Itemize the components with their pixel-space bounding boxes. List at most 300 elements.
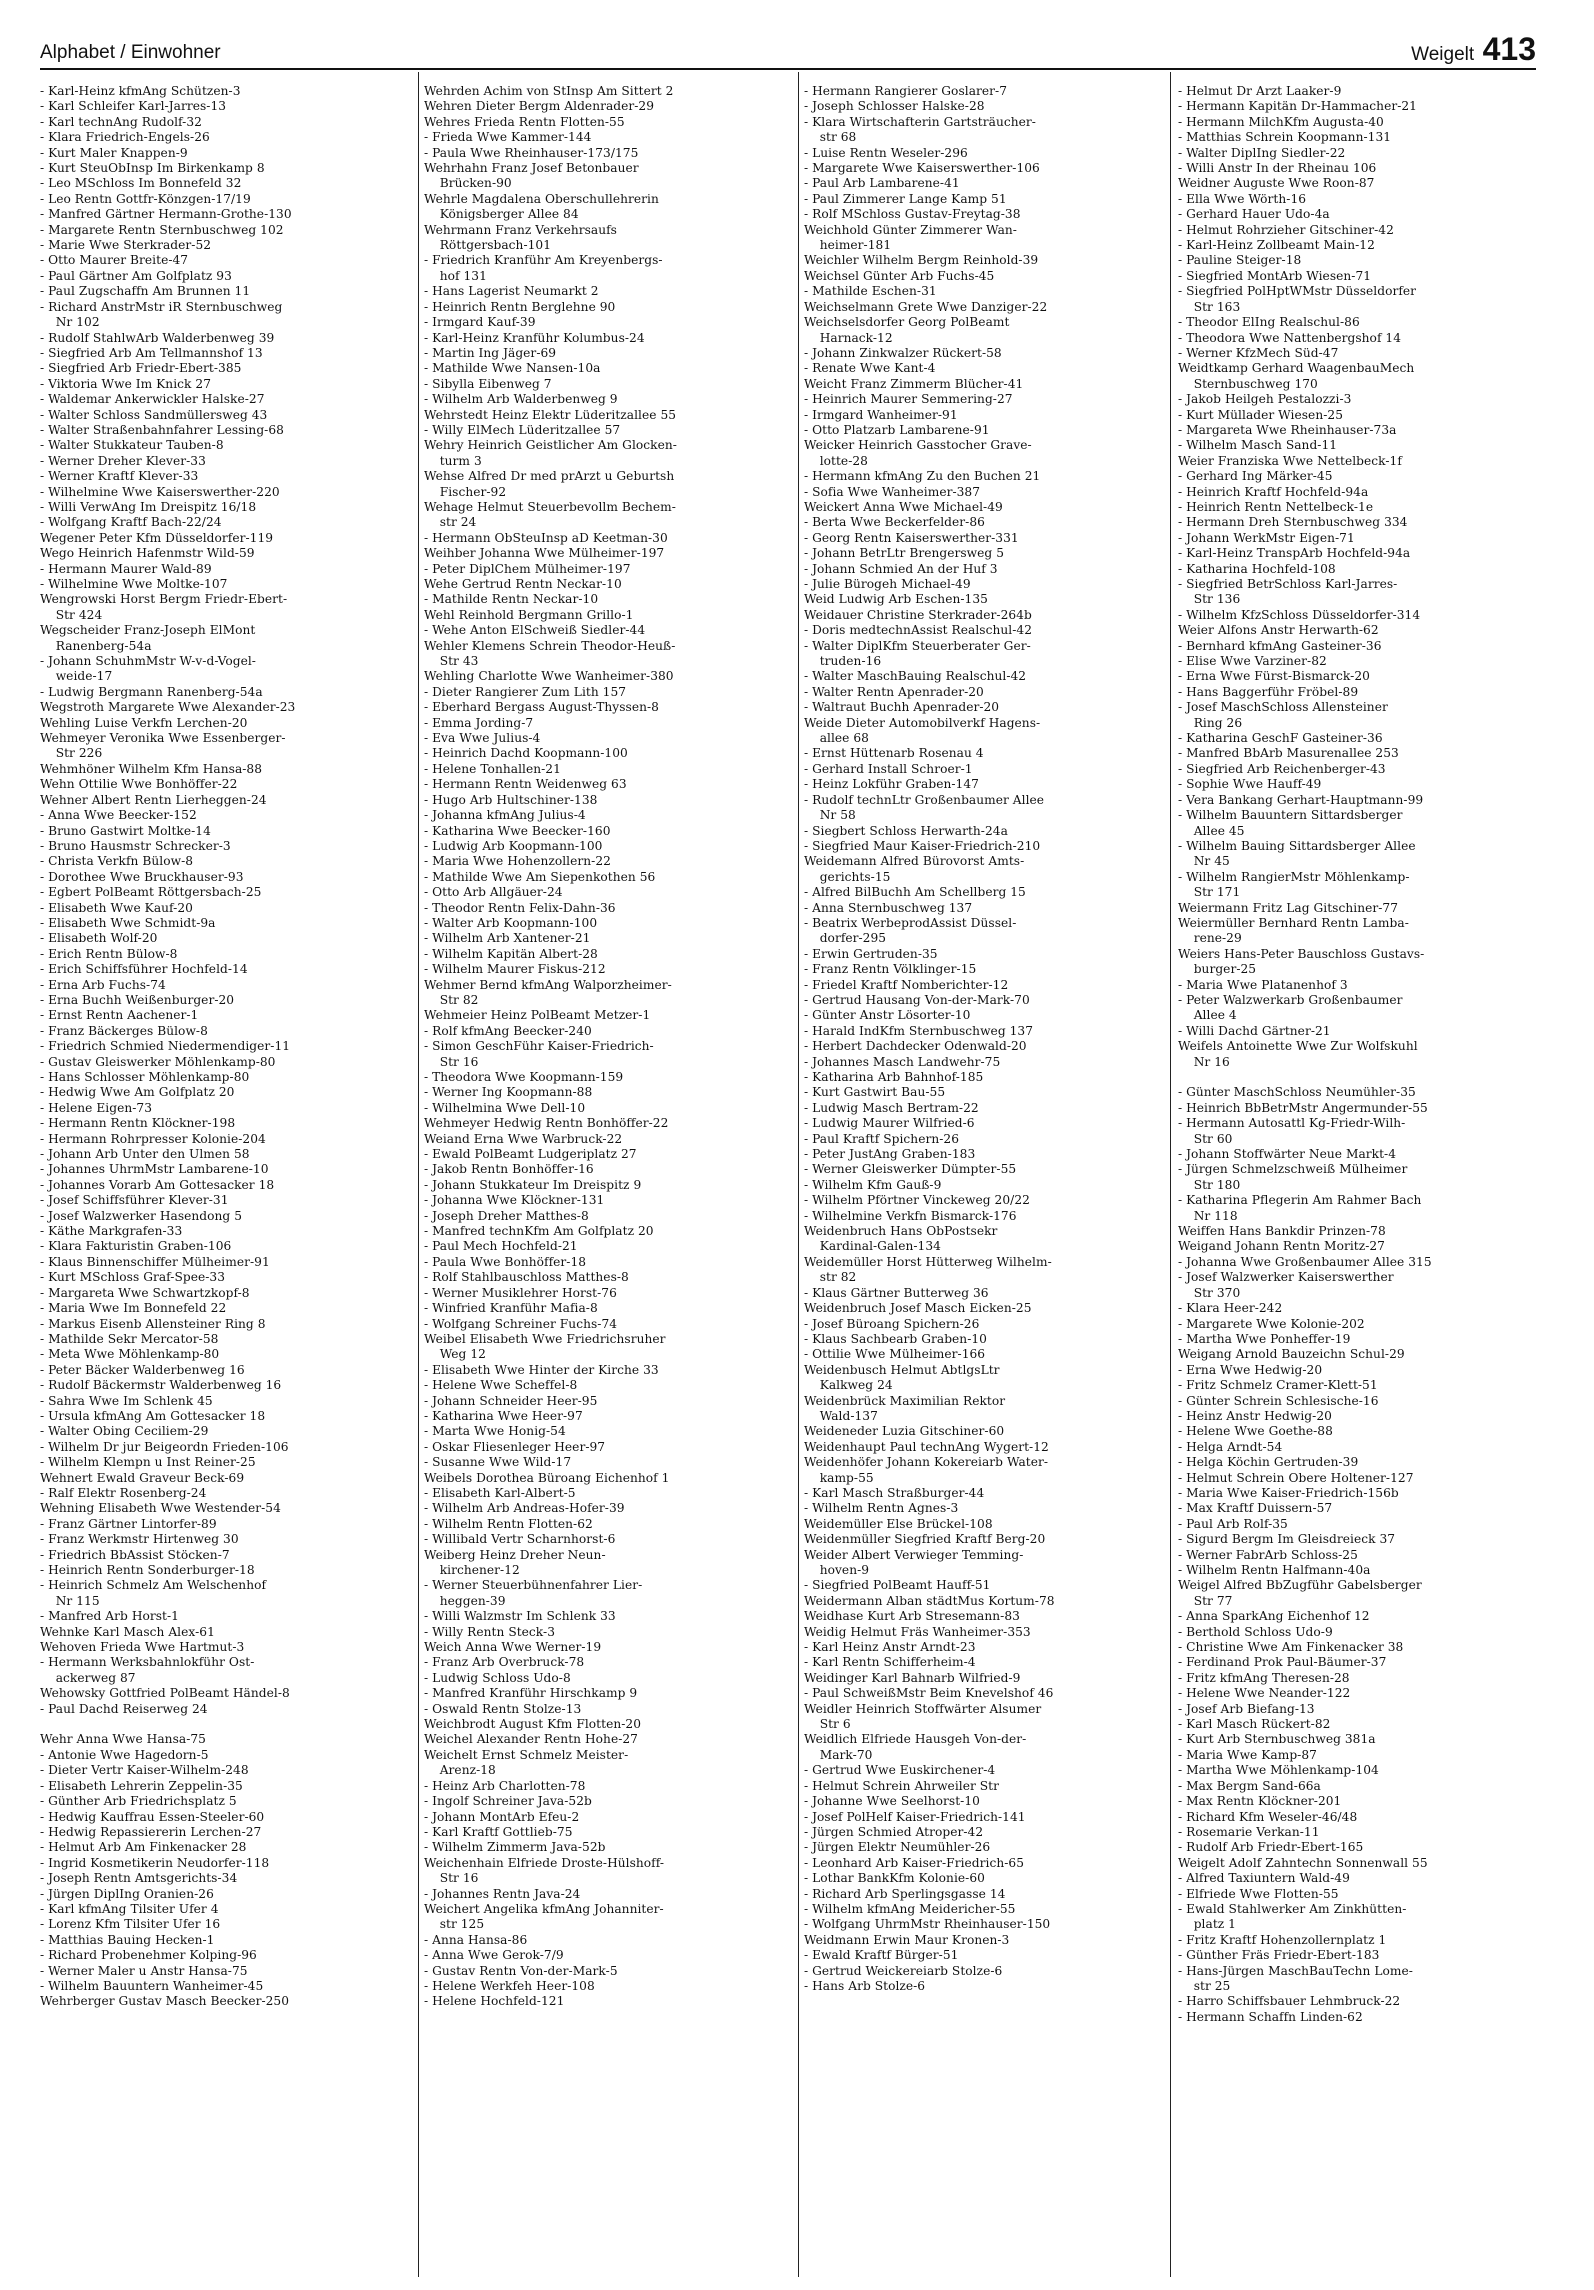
directory-entry: - Margareta Wwe Rheinhauser-73a (1178, 422, 1397, 437)
directory-entry: - Theodor Rentn Felix-Dahn-36 (424, 900, 616, 915)
directory-entry: - Wilhelm Rentn Flotten-62 (424, 1516, 593, 1531)
directory-entry: - Josef PolHelf Kaiser-Friedrich-141 (804, 1809, 1026, 1824)
directory-entry: Wehmeyer Hedwig Rentn Bonhöffer-22 (424, 1116, 669, 1131)
directory-entry: Weichselsdorfer Georg PolBeamt Harnack-12 (804, 315, 1010, 345)
directory-entry: - Sophie Wwe Hauff-49 (1178, 777, 1322, 792)
directory-entry: - Johanna Wwe Großenbaumer Allee 315 (1178, 1254, 1432, 1269)
directory-entry: - Wilhelm Arb Andreas-Hofer-39 (424, 1501, 625, 1516)
directory-entry: - Elfriede Wwe Flotten-55 (1178, 1886, 1339, 1901)
directory-entry: - Eva Wwe Julius-4 (424, 731, 541, 746)
directory-entry: - Wilhelmina Wwe Dell-10 (424, 1100, 586, 1115)
directory-entry: Wehling Charlotte Wwe Wanheimer-380 (424, 669, 674, 684)
directory-entry: - Wilhelm Kapitän Albert-28 (424, 946, 598, 961)
directory-entry (40, 1717, 412, 1732)
directory-entry: - Wilhelm Dr jur Beigeordn Frieden-106 (40, 1439, 289, 1454)
directory-entry: - Hans-Jürgen MaschBauTechn Lome- str 25 (1178, 1963, 1413, 1993)
directory-entry: Wehning Elisabeth Wwe Westender-54 (40, 1501, 281, 1516)
directory-entry: - Mathilde Rentn Neckar-10 (424, 592, 599, 607)
directory-entry: - Hans Schlosser Möhlenkamp-80 (40, 1070, 250, 1084)
directory-entry: - Bruno Gastwirt Moltke-14 (40, 823, 211, 838)
directory-entry: Weid Ludwig Arb Eschen-135 (804, 592, 988, 607)
directory-entry: - Maria Wwe Platanenhof 3 (1178, 977, 1348, 992)
directory-entry: - Pauline Steiger-18 (1178, 253, 1302, 268)
directory-entry: - Siegfried PolHptWMstr Düsseldorfer Str 163 (1178, 284, 1417, 314)
directory-entry: - Rolf kfmAng Beecker-240 (424, 1023, 592, 1038)
directory-entry: Wehrden Achim von StInsp Am Sittert 2 (424, 84, 674, 98)
directory-entry: - Sahra Wwe Im Schlenk 45 (40, 1393, 213, 1408)
directory-entry: - Johann SchuhmMstr W-v-d-Vogel- weide-17 (40, 654, 256, 684)
directory-entry: - Ferdinand Prok Paul-Bäumer-37 (1178, 1655, 1387, 1670)
directory-entry: Wehren Dieter Bergm Aldenrader-29 (424, 99, 655, 114)
directory-entry: - Johannes Masch Landwehr-75 (804, 1054, 1001, 1069)
directory-entry: Weidinger Karl Bahnarb Wilfried-9 (804, 1670, 1021, 1685)
directory-entry: - Richard Arb Sperlingsgasse 14 (804, 1886, 1006, 1901)
directory-entry: - Manfred technKfm Am Golfplatz 20 (424, 1224, 654, 1239)
directory-entry: - Ludwig Schloss Udo-8 (424, 1670, 571, 1685)
directory-entry: - Erna Wwe Fürst-Bismarck-20 (1178, 669, 1370, 684)
directory-entry: - Leonhard Arb Kaiser-Friedrich-65 (804, 1855, 1025, 1870)
directory-entry: - Walter Straßenbahnfahrer Lessing-68 (40, 422, 284, 437)
directory-entry: - Margareta Wwe Schwartzkopf-8 (40, 1285, 250, 1300)
directory-entry: - Willi Dachd Gärtner-21 (1178, 1023, 1331, 1038)
directory-entry: Weihber Johanna Wwe Mülheimer-197 (424, 546, 665, 561)
directory-entry: - Otto Platzarb Lambarene-91 (804, 422, 990, 437)
directory-entry: Wegstroth Margarete Wwe Alexander-23 (40, 700, 296, 715)
directory-entry: - Markus Eisenb Allensteiner Ring 8 (40, 1316, 266, 1331)
directory-entry: - Willibald Vertr Scharnhorst-6 (424, 1532, 616, 1547)
directory-entry: - Josef Walzwerker Kaiserswerther Str 370 (1178, 1270, 1394, 1300)
directory-entry: Weigang Arnold Bauzeichn Schul-29 (1178, 1347, 1405, 1362)
directory-entry: - Ludwig Masch Bertram-22 (804, 1100, 979, 1115)
directory-entry: - Katharina Pflegerin Am Rahmer Bach Nr 118 (1178, 1193, 1422, 1223)
directory-entry: - Waldemar Ankerwickler Halske-27 (40, 392, 265, 407)
directory-entry: - Wilhelmine Verkfn Bismarck-176 (804, 1208, 1017, 1223)
column-1 (40, 84, 412, 2274)
directory-entry: - Marie Wwe Sterkrader-52 (40, 238, 212, 253)
directory-entry: - Klaus Gärtner Butterweg 36 (804, 1285, 989, 1300)
directory-entry: - Erich Schiffsführer Hochfeld-14 (40, 962, 248, 977)
directory-entry: - Meta Wwe Möhlenkamp-80 (40, 1347, 220, 1362)
directory-entry: Wehn Ottilie Wwe Bonhöffer-22 (40, 777, 238, 792)
directory-entry: - Theodor ElIng Realschul-86 (1178, 315, 1360, 330)
directory-entry: Weidenhaupt Paul technAng Wygert-12 (804, 1439, 1049, 1454)
directory-entry: Weigel Alfred BbZugführ Gabelsberger Str 77 (1178, 1578, 1422, 1608)
directory-entry: - Heinrich Rentn Sonderburger-18 (40, 1563, 255, 1577)
directory-entry: - Walter Rentn Apenrader-20 (804, 684, 984, 699)
directory-entry: - Werner Kraftf Klever-33 (40, 469, 199, 484)
directory-entry: - Kurt Müllader Wiesen-25 (1178, 407, 1343, 422)
directory-entry: - Fritz Kraftf Hohenzollernplatz 1 (1178, 1932, 1387, 1947)
directory-entry: Wehrhahn Franz Josef Betonbauer Brücken-90 (424, 161, 639, 191)
directory-entry: Weidenbusch Helmut AbtlgsLtr Kalkweg 24 (804, 1362, 1000, 1393)
directory-entry: - Erwin Gertruden-35 (804, 946, 938, 961)
directory-entry: - Wilhelm Arb Xantener-21 (424, 931, 591, 946)
directory-entry: - Johanne Wwe Seelhorst-10 (804, 1794, 980, 1809)
directory-entry: - Ingrid Kosmetikerin Neudorfer-118 (40, 1855, 270, 1870)
directory-entry (1178, 1070, 1538, 1085)
directory-entry: - Franz Bäckerges Bülow-8 (40, 1023, 208, 1038)
directory-entry: - Elisabeth Wwe Kauf-20 (40, 900, 193, 915)
directory-entry: Wehse Alfred Dr med prArzt u Geburtsh Fischer-92 (424, 469, 675, 499)
directory-entry: - Friedrich Schmied Niedermendiger-11 (40, 1039, 291, 1054)
directory-entry: - Maria Wwe Im Bonnefeld 22 (40, 1301, 227, 1316)
directory-entry: - Ernst Rentn Aachener-1 (40, 1008, 199, 1023)
directory-entry: - Christine Wwe Am Finkenacker 38 (1178, 1640, 1404, 1655)
directory-entry: - Hedwig Wwe Am Golfplatz 20 (40, 1085, 235, 1100)
directory-entry: Weiand Erna Wwe Warbruck-22 (424, 1131, 623, 1146)
directory-entry: Weidemüller Horst Hütterweg Wilhelm- str 82 (804, 1254, 1052, 1285)
directory-entry: - Dieter Vertr Kaiser-Wilhelm-248 (40, 1763, 249, 1778)
directory-entry: - Ursula kfmAng Am Gottesacker 18 (40, 1408, 266, 1423)
directory-entry: Wehry Heinrich Geistlicher Am Glocken- turm 3 (424, 438, 677, 468)
directory-entry: Wehling Luise Verkfn Lerchen-20 (40, 715, 248, 730)
directory-entry: - Werner Dreher Klever-33 (40, 453, 206, 468)
directory-entry: - Karl kfmAng Tilsiter Ufer 4 (40, 1901, 219, 1916)
directory-entry: - Hans Arb Stolze-6 (804, 1978, 926, 1993)
directory-entry: Weichel Alexander Rentn Hohe-27 (424, 1732, 638, 1747)
directory-entry: - Klaus Sachbearb Graben-10 (804, 1331, 987, 1346)
directory-entry: - Willi VerwAng Im Dreispitz 16/18 (40, 499, 257, 514)
directory-entry: - Anna SparkAng Eichenhof 12 (1178, 1609, 1370, 1624)
directory-entry: Weichert Angelika kfmAng Johanniter- str 125 (424, 1901, 664, 1932)
directory-entry: - Elise Wwe Varziner-82 (1178, 654, 1327, 669)
directory-entry: - Wilhelm Masch Sand-11 (1178, 438, 1338, 453)
directory-entry: - Martha Wwe Möhlenkamp-104 (1178, 1763, 1379, 1778)
directory-entry: Weichenhain Elfriede Droste-Hülshoff- Str 16 (424, 1855, 665, 1886)
running-name: Weigelt (1411, 44, 1475, 65)
directory-entry: - Anna Hansa-86 (424, 1932, 528, 1947)
directory-entry: - Helga Köchin Gertruden-39 (1178, 1455, 1359, 1470)
directory-entry: Weidlich Elfriede Hausgeh Von-der- Mark-70 (804, 1732, 1027, 1762)
directory-entry: - Siegfried Arb Am Tellmannshof 13 (40, 345, 263, 360)
directory-entry: - Irmgard Kauf-39 (424, 315, 536, 330)
directory-entry: - Simon GeschFühr Kaiser-Friedrich- Str 16 (424, 1039, 654, 1069)
directory-entry: - Heinz Arb Charlotten-78 (424, 1778, 586, 1793)
directory-entry: - Ottilie Wwe Mülheimer-166 (804, 1347, 986, 1362)
directory-entry: - Anna Wwe Gerok-7/9 (424, 1948, 564, 1963)
directory-entry: Wegener Peter Kfm Düsseldorfer-119 (40, 530, 274, 545)
directory-entry: - Manfred Gärtner Hermann-Grothe-130 (40, 207, 292, 222)
directory-entry: - Matthias Schrein Koopmann-131 (1178, 130, 1392, 145)
directory-entry: - Maria Wwe Hohenzollern-22 (424, 854, 611, 869)
directory-entry: - Ralf Elektr Rosenberg-24 (40, 1485, 207, 1500)
directory-entry: Weidemüller Else Brückel-108 (804, 1516, 993, 1531)
directory-entry: - Helene Wwe Goethe-88 (1178, 1424, 1333, 1439)
directory-entry: - Susanne Wwe Wild-17 (424, 1455, 572, 1470)
directory-entry: - Wilhelmine Wwe Kaiserswerther-220 (40, 484, 280, 499)
directory-entry: - Günther Arb Friedrichsplatz 5 (40, 1794, 237, 1809)
directory-entry: - Siegfried Maur Kaiser-Friedrich-210 (804, 838, 1041, 853)
directory-entry: - Wilhelm Bauuntern Wanheimer-45 (40, 1978, 264, 1993)
directory-entry: - Friedel Kraftf Nomberichter-12 (804, 977, 1009, 992)
directory-entry: - Theodora Wwe Koopmann-159 (424, 1070, 624, 1084)
directory-entry: - Helene Tonhallen-21 (424, 761, 561, 776)
directory-entry: - Matthias Bauing Hecken-1 (40, 1932, 215, 1947)
directory-entry: - Wolfgang UhrmMstr Rheinhauser-150 (804, 1917, 1051, 1932)
directory-entry: - Karl Schleifer Karl-Jarres-13 (40, 99, 227, 114)
directory-entry: - Klara Wirtschafterin Gartsträucher- str 68 (804, 114, 1036, 145)
directory-entry: - Wilhelm Kfm Gauß-9 (804, 1177, 942, 1192)
directory-entry: - Franz Rentn Völklinger-15 (804, 962, 977, 977)
directory-entry: - Johann Zinkwalzer Rückert-58 (804, 345, 1002, 360)
directory-entry: - Wilhelm Bauuntern Sittardsberger Allee 45 (1178, 808, 1403, 838)
directory-entry: - Harald IndKfm Sternbuschweg 137 (804, 1023, 1034, 1038)
directory-entry: - Joseph Rentn Amtsgerichts-34 (40, 1871, 238, 1886)
directory-entry: - Dorothee Wwe Bruckhauser-93 (40, 869, 244, 884)
directory-entry: - Hugo Arb Hultschiner-138 (424, 792, 598, 807)
directory-entry: - Willi Walzmstr Im Schlenk 33 (424, 1609, 616, 1624)
directory-entry: Weidtkamp Gerhard WaagenbauMech Sternbuschweg 170 (1178, 361, 1415, 391)
directory-entry: - Rosemarie Verkan-11 (1178, 1824, 1320, 1839)
directory-entry: Weich Anna Wwe Werner-19 (424, 1640, 602, 1655)
directory-entry: - Rudolf technLtr Großenbaumer Allee Nr 58 (804, 792, 1045, 823)
directory-entry: - Johann Schneider Heer-95 (424, 1393, 598, 1408)
directory-entry: - Beatrix WerbeprodAssist Düssel- dorfer-295 (804, 915, 1017, 946)
directory-entry: - Vera Bankang Gerhart-Hauptmann-99 (1178, 792, 1424, 807)
directory-entry: - Paul Zugschaffn Am Brunnen 11 (40, 284, 251, 299)
directory-entry: - Elisabeth Lehrerin Zeppelin-35 (40, 1778, 243, 1793)
directory-entry: - Hermann Autosattl Kg-Friedr-Wilh- Str 60 (1178, 1116, 1406, 1146)
directory-entry: - Paula Wwe Rheinhauser-173/175 (424, 145, 639, 160)
directory-entry: Weiberg Heinz Dreher Neun- kirchener-12 (424, 1547, 606, 1577)
directory-entry: - Karl-Heinz kfmAng Schützen-3 (40, 84, 241, 98)
directory-entry: - Walter Schloss Sandmüllersweg 43 (40, 407, 268, 422)
directory-entry: - Sigurd Bergm Im Gleisdreieck 37 (1178, 1532, 1396, 1547)
directory-entry: - Karl Kraftf Gottlieb-75 (424, 1824, 573, 1839)
directory-entry: - Karl Rentn Schifferheim-4 (804, 1655, 976, 1670)
directory-entry: - Johann Schmied An der Huf 3 (804, 561, 998, 576)
directory-entry: - Antonie Wwe Hagedorn-5 (40, 1747, 209, 1762)
directory-entry: - Paul Zimmerer Lange Kamp 51 (804, 191, 1007, 206)
directory-entry: - Erich Rentn Bülow-8 (40, 946, 178, 961)
directory-entry: - Siegfried Arb Reichenberger-43 (1178, 761, 1386, 776)
directory-entry: - Gerhard Install Schroer-1 (804, 761, 973, 776)
directory-entry: - Werner Steuerbühnenfahrer Lier- heggen-39 (424, 1578, 643, 1608)
directory-entry: - Heinrich BbBetrMstr Angermunder-55 (1178, 1100, 1428, 1115)
directory-entry: - Hans Baggerführ Fröbel-89 (1178, 684, 1359, 699)
directory-entry: - Heinrich Kraftf Hochfeld-94a (1178, 484, 1369, 499)
directory-entry: - Gertrud Weickereiarb Stolze-6 (804, 1963, 1003, 1978)
directory-entry: - Paul Dachd Reiserweg 24 (40, 1701, 208, 1716)
directory-entry: - Peter JustAng Graben-183 (804, 1147, 976, 1162)
directory-entry: - Helene Wwe Scheffel-8 (424, 1378, 578, 1393)
directory-entry: - Karl technAng Rudolf-32 (40, 114, 202, 129)
directory-entry: - Manfred BbArb Masurenallee 253 (1178, 746, 1399, 761)
directory-entry: - Johann Arb Unter den Ulmen 58 (40, 1147, 250, 1162)
directory-entry: - Ludwig Bergmann Ranenberg-54a (40, 684, 263, 699)
directory-entry: - Wilhelm kfmAng Meidericher-55 (804, 1901, 1016, 1916)
directory-entry: - Winfried Kranführ Mafia-8 (424, 1301, 598, 1316)
directory-entry: - Karl-Heinz Zollbeamt Main-12 (1178, 238, 1375, 253)
directory-entry: - Irmgard Wanheimer-91 (804, 407, 958, 422)
directory-entry: Weiers Hans-Peter Bauschloss Gustavs- burger-25 (1178, 946, 1425, 977)
directory-entry: - Anna Wwe Beecker-152 (40, 808, 197, 823)
directory-entry: Weibel Elisabeth Wwe Friedrichsruher Weg 12 (424, 1331, 666, 1362)
directory-entry: - Oswald Rentn Stolze-13 (424, 1701, 582, 1716)
directory-entry: - Paula Wwe Bonhöffer-18 (424, 1254, 587, 1269)
directory-entry: - Ludwig Arb Koopmann-100 (424, 838, 603, 853)
directory-entry: - Karl Masch Straßburger-44 (804, 1485, 985, 1500)
directory-entry: Wehmeier Heinz PolBeamt Metzer-1 (424, 1008, 651, 1023)
directory-entry: - Johannes Vorarb Am Gottesacker 18 (40, 1177, 275, 1192)
directory-entry: - Helene Hochfeld-121 (424, 1994, 565, 2009)
directory-entry: - Elisabeth Wolf-20 (40, 931, 158, 946)
directory-entry: Weichhold Günter Zimmerer Wan- heimer-181 (804, 222, 1017, 253)
directory-entry: - Helmut Arb Am Finkenacker 28 (40, 1840, 247, 1855)
directory-entry: - Karl-Heinz TranspArb Hochfeld-94a (1178, 546, 1411, 561)
directory-entry: - Helene Wwe Neander-122 (1178, 1686, 1351, 1701)
directory-entry: - Günther Fräs Friedr-Ebert-183 (1178, 1948, 1380, 1963)
directory-entry: - Wilhelm Arb Walderbenweg 9 (424, 392, 618, 407)
directory-entry: - Doris medtechnAssist Realschul-42 (804, 623, 1032, 638)
directory-entry: - Mathilde Eschen-31 (804, 284, 937, 299)
directory-entry: - Oskar Fliesenleger Heer-97 (424, 1439, 606, 1454)
directory-entry: - Fritz Schmelz Cramer-Klett-51 (1178, 1378, 1378, 1393)
directory-entry: - Hermann kfmAng Zu den Buchen 21 (804, 469, 1041, 484)
directory-entry: - Johannes UhrmMstr Lambarene-10 (40, 1162, 269, 1177)
directory-entry: - Julie Bürogeh Michael-49 (804, 577, 971, 591)
directory-entry: - Leo Rentn Gottfr-Könzgen-17/19 (40, 191, 251, 206)
directory-entry: - Ingolf Schreiner Java-52b (424, 1794, 592, 1809)
directory-entry: - Leo MSchloss Im Bonnefeld 32 (40, 176, 242, 191)
directory-entry: - Heinrich Maurer Semmering-27 (804, 392, 1013, 407)
directory-entry: Weier Alfons Anstr Herwarth-62 (1178, 623, 1379, 638)
directory-entry: - Hedwig Repassiererin Lerchen-27 (40, 1824, 262, 1839)
directory-entry: Weidemann Alfred Bürovorst Amts- gerichts-15 (804, 854, 1025, 884)
directory-entry: Wehoven Frieda Wwe Hartmut-3 (40, 1640, 245, 1655)
directory-entry: - Anna Sternbuschweg 137 (804, 900, 973, 915)
directory-entry: - Fritz kfmAng Theresen-28 (1178, 1670, 1350, 1685)
directory-entry: - Katharina Wwe Beecker-160 (424, 823, 611, 838)
directory-entry: Wehrberger Gustav Masch Beecker-250 (40, 1994, 290, 2009)
directory-entry: - Johann BetrLtr Brengersweg 5 (804, 546, 1004, 561)
directory-entry: - Siegfried PolBeamt Hauff-51 (804, 1578, 991, 1593)
directory-entry: - Dieter Rangierer Zum Lith 157 (424, 684, 627, 699)
directory-entry: - Paul Arb Lambarene-41 (804, 176, 960, 191)
directory-entry: - Jürgen Elektr Neumühler-26 (804, 1840, 991, 1855)
directory-entry: - Karl Masch Rückert-82 (1178, 1717, 1331, 1732)
directory-entry: - Helene Werkfeh Heer-108 (424, 1978, 595, 1993)
directory-entry: Weicht Franz Zimmerm Blücher-41 (804, 376, 1024, 391)
directory-entry: - Martin Ing Jäger-69 (424, 345, 557, 360)
directory-entry: - Willy ElMech Lüderitzallee 57 (424, 422, 621, 437)
directory-entry: Wehnke Karl Masch Alex-61 (40, 1624, 215, 1639)
directory-entry: - Heinz Anstr Hedwig-20 (1178, 1408, 1332, 1423)
directory-entry: Weider Albert Verwieger Temming- hoven-9 (804, 1547, 1024, 1577)
directory-entry: - Gertrud Hausang Von-der-Mark-70 (804, 992, 1030, 1007)
directory-entry: - Manfred Kranführ Hirschkamp 9 (424, 1686, 638, 1701)
directory-entry: - Walter DiplIng Siedler-22 (1178, 145, 1346, 160)
directory-entry: - Hermann Kapitän Dr-Hammacher-21 (1178, 99, 1417, 114)
directory-entry: Wehner Albert Rentn Lierheggen-24 (40, 792, 267, 807)
directory-entry: Wego Heinrich Hafenmstr Wild-59 (40, 546, 255, 561)
directory-entry: - Heinrich Dachd Koopmann-100 (424, 746, 628, 761)
directory-entry: - Herbert Dachdecker Odenwald-20 (804, 1039, 1027, 1054)
directory-entry: - Walter Arb Koopmann-100 (424, 915, 598, 930)
directory-entry: - Harro Schiffsbauer Lehmbruck-22 (1178, 1994, 1401, 2009)
directory-entry: - Jakob Heilgeh Pestalozzi-3 (1178, 392, 1352, 407)
directory-entry: - Rudolf StahlwArb Walderbenweg 39 (40, 330, 275, 345)
directory-entry: - Lothar BankKfm Kolonie-60 (804, 1871, 985, 1886)
header-right (1411, 31, 1536, 68)
directory-entry: Weibels Dorothea Büroang Eichenhof 1 (424, 1470, 670, 1485)
directory-entry: Weidermann Alban städtMus Kortum-78 (804, 1593, 1055, 1608)
directory-entry: - Heinz Lokführ Graben-147 (804, 777, 979, 792)
directory-entry: - Hermann Maurer Wald-89 (40, 561, 212, 576)
directory-entry: - Johann WerkMstr Eigen-71 (1178, 530, 1355, 545)
directory-entry: - Max Rentn Klöckner-201 (1178, 1794, 1342, 1809)
page-header (40, 30, 1536, 70)
directory-entry: Weidenhöfer Johann Kokereiarb Water- kamp-55 (804, 1455, 1049, 1485)
directory-entry: - Erna Buchh Weißenburger-20 (40, 992, 235, 1007)
directory-entry: - Wilhelm Rentn Agnes-3 (804, 1501, 959, 1516)
directory-entry: - Bernhard kfmAng Gasteiner-36 (1178, 638, 1382, 653)
directory-entry: - Kurt Arb Sternbuschweg 381a (1178, 1732, 1376, 1747)
directory-entry: - Erna Arb Fuchs-74 (40, 977, 166, 992)
column-rule (418, 72, 419, 2277)
directory-entry: - Josef Arb Biefang-13 (1178, 1701, 1315, 1716)
directory-entry: - Martha Wwe Ponheffer-19 (1178, 1331, 1351, 1346)
directory-entry: Wehmeyer Veronika Wwe Essenberger- Str 226 (40, 731, 286, 761)
directory-entry: - Margarete Wwe Kolonie-202 (1178, 1316, 1365, 1331)
directory-entry: - Hermann MilchKfm Augusta-40 (1178, 114, 1384, 129)
directory-entry: - Helmut Rohrzieher Gitschiner-42 (1178, 222, 1394, 237)
directory-entry: - Wolfgang Kraftf Bach-22/24 (40, 515, 222, 530)
directory-entry: - Siegbert Schloss Herwarth-24a (804, 823, 1008, 838)
directory-entry: - Helga Arndt-54 (1178, 1439, 1283, 1454)
directory-entry: Weidhase Kurt Arb Stresemann-83 (804, 1609, 1020, 1624)
directory-entry: - Wilhelm Bauing Sittardsberger Allee Nr 45 (1178, 838, 1416, 869)
directory-entry: - Walter MaschBauing Realschul-42 (804, 669, 1027, 684)
directory-entry: - Wilhelmine Wwe Moltke-107 (40, 577, 228, 591)
directory-entry: Weier Franziska Wwe Nettelbeck-1f (1178, 453, 1402, 468)
directory-entry: Weiermann Fritz Lag Gitschiner-77 (1178, 900, 1399, 915)
directory-entry: - Johanna kfmAng Julius-4 (424, 808, 586, 823)
directory-entry: - Willy Rentn Steck-3 (424, 1624, 555, 1639)
directory-entry: - Paul Gärtner Am Golfplatz 93 (40, 268, 232, 283)
directory-entry: - Marta Wwe Honig-54 (424, 1424, 566, 1439)
directory-entry: - Hermann ObSteuInsp aD Keetman-30 (424, 530, 668, 545)
directory-entry: - Kurt MSchloss Graf-Spee-33 (40, 1270, 226, 1285)
directory-entry: - Günter Schrein Schlesische-16 (1178, 1393, 1379, 1408)
column-2 (424, 84, 792, 2274)
directory-entry: - Wilhelm RangierMstr Möhlenkamp- Str 171 (1178, 869, 1410, 900)
directory-entry: - Paul Kraftf Spichern-26 (804, 1131, 960, 1146)
directory-entry: - Wehe Anton ElSchweiß Siedler-44 (424, 623, 646, 638)
directory-entry: - Heinrich Schmelz Am Welschenhof Nr 115 (40, 1578, 267, 1608)
directory-entry: - Mathilde Sekr Mercator-58 (40, 1331, 219, 1346)
directory-entry: Wengrowski Horst Bergm Friedr-Ebert- Str 424 (40, 592, 288, 622)
directory-entry: - Johann Stukkateur Im Dreispitz 9 (424, 1177, 642, 1192)
directory-entry: Weigelt Adolf Zahntechn Sonnenwall 55 (1178, 1855, 1428, 1870)
directory-entry: Wehl Reinhold Bergmann Grillo-1 (424, 607, 634, 622)
directory-entry: Weideneder Luzia Gitschiner-60 (804, 1424, 1005, 1439)
directory-entry: - Walter Obing Ceciliem-29 (40, 1424, 209, 1439)
directory-entry: - Elisabeth Karl-Albert-5 (424, 1485, 576, 1500)
directory-entry: - Johann MontArb Efeu-2 (424, 1809, 580, 1824)
directory-entry: - Ella Wwe Wörth-16 (1178, 191, 1307, 206)
directory-entry: - Ewald PolBeamt Ludgeriplatz 27 (424, 1147, 637, 1162)
directory-entry: Wehnert Ewald Graveur Beck-69 (40, 1470, 245, 1485)
directory-entry: - Helmut Schrein Obere Holtener-127 (1178, 1470, 1414, 1485)
directory-entry: - Walter DiplKfm Steuerberater Ger- truden-16 (804, 638, 1031, 669)
directory-entry: Weiffen Hans Bankdir Prinzen-78 (1178, 1224, 1386, 1239)
directory-entry: - Berthold Schloss Udo-9 (1178, 1624, 1333, 1639)
directory-entry: - Richard Kfm Weseler-46/48 (1178, 1809, 1358, 1824)
directory-entry: - Werner FabrArb Schloss-25 (1178, 1547, 1358, 1562)
directory-entry: - Renate Wwe Kant-4 (804, 361, 936, 376)
directory-entry: Weichbrodt August Kfm Flotten-20 (424, 1717, 642, 1732)
